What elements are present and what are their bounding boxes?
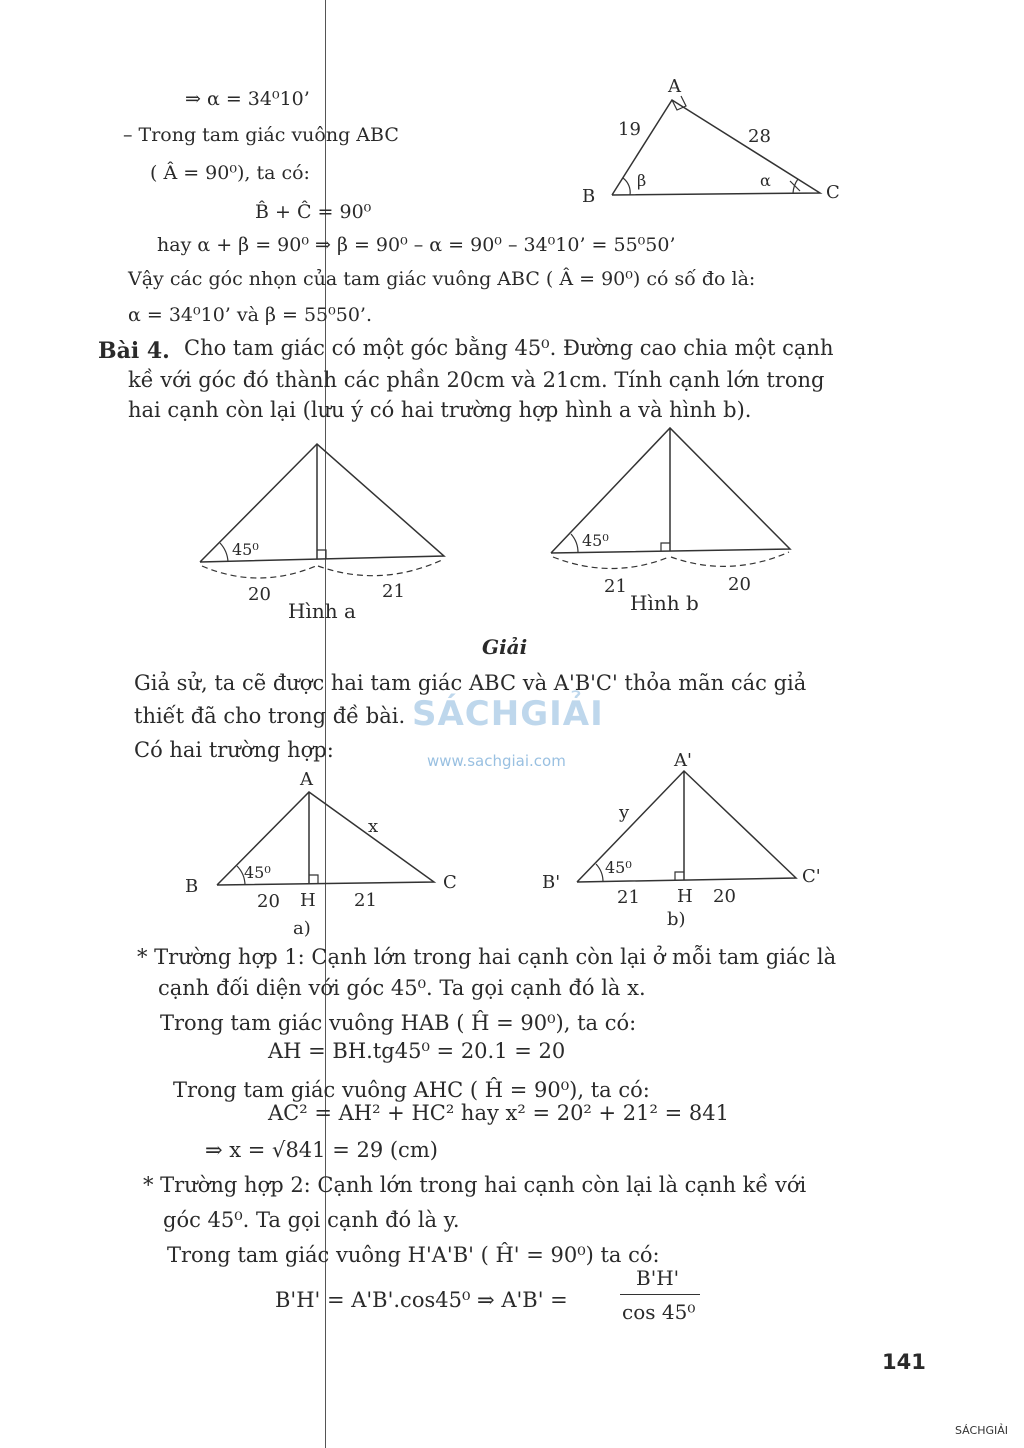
case2-line-2: góc 45⁰. Ta gọi cạnh đó là y. [163,1208,460,1232]
hinh-b-20: 20 [728,574,751,595]
exercise-line-1: Cho tam giác có một góc bằng 45⁰. Đường cao chia một cạnh [184,336,834,360]
sol-line-2: thiết đã cho trong đề bài. [134,704,406,728]
fig2a-21: 21 [354,890,377,911]
fig2b-20: 20 [713,886,736,907]
fig2b-caption: b) [667,909,686,930]
case1-line-3: Trong tam giác vuông HAB ( Ĥ = 90⁰), ta có: [160,1011,637,1035]
fig2b-label-c: C' [802,866,821,887]
fig1-label-c: C [826,182,840,203]
case1-line-4: AH = BH.tg45⁰ = 20.1 = 20 [268,1039,566,1063]
exercise-line-2: kề với góc đó thành các phần 20cm và 21cm. Tính cạnh lớn trong [128,368,825,392]
page-number: 141 [882,1350,926,1374]
fig1-side-28: 28 [748,126,771,147]
case1-line-7: ⇒ x = √841 = 29 (cm) [205,1138,438,1162]
fig1-label-b: B [582,186,596,207]
case1-line-5: Trong tam giác vuông AHC ( Ĥ = 90⁰), ta có: [173,1078,650,1102]
fig2a-label-h: H [300,890,316,911]
fig1-alpha: α [760,171,771,190]
sol-line-1: Giả sử, ta cẽ được hai tam giác ABC và A'B'C' thỏa mãn các giả [134,671,807,695]
fig2a-angle: 45⁰ [244,863,271,882]
exercise-line-3: hai cạnh còn lại (lưu ý có hai trường hợp hình a và hình b). [128,398,752,422]
fig2a-label-x: x [368,816,379,837]
fig1-label-a: A [668,76,681,97]
fraction-numerator: B'H' [636,1266,680,1290]
watermark-url: www.sachgiai.com [427,752,566,770]
hinh-a-21: 21 [382,581,405,602]
fig2b-label-h: H [677,886,693,907]
case2-line-3: Trong tam giác vuông H'A'B' ( Ĥ' = 90⁰) ta có: [167,1243,660,1267]
hinh-b-angle: 45⁰ [582,531,609,550]
fig2b-label-y: y [619,802,630,823]
case2-line-4: B'H' = A'B'.cos45⁰ ⇒ A'B' = [275,1288,568,1312]
fig2a-label-b: B [185,876,199,897]
fig2a-caption: a) [293,918,311,939]
hinh-a-angle: 45⁰ [232,540,259,559]
corner-logo: SÁCHGIẢI [955,1424,1009,1437]
case1-line-1: * Trường hợp 1: Cạnh lớn trong hai cạnh còn lại ở mỗi tam giác là [137,945,837,969]
fig2b-label-b: B' [542,872,561,893]
fig2b-21: 21 [617,887,640,908]
line-1: ⇒ α = 34⁰10’ [185,88,310,110]
sol-line-3: Có hai trường hợp: [134,738,334,762]
line-5: hay α + β = 90⁰ ⇒ β = 90⁰ – α = 90⁰ – 34⁰10’ = 55⁰50’ [157,234,676,256]
case1-line-6: AC² = AH² + HC² hay x² = 20² + 21² = 841 [268,1101,729,1125]
line-2: – Trong tam giác vuông ABC [123,124,399,146]
line-4: B̂ + Ĉ = 90⁰ [255,201,372,223]
case2-line-1: * Trường hợp 2: Cạnh lớn trong hai cạnh còn lại là cạnh kề với [143,1173,807,1197]
case1-line-2: cạnh đối diện với góc 45⁰. Ta gọi cạnh đó là x. [158,976,646,1000]
hinh-b-21: 21 [604,576,627,597]
hinh-a-20: 20 [248,584,271,605]
solution-heading: Giải [482,635,528,659]
fig2a-label-c: C [443,872,457,893]
fig1-side-19: 19 [618,119,641,140]
fig2b-angle: 45⁰ [605,858,632,877]
hinh-a-caption: Hình a [288,599,356,623]
watermark-logo: SÁCHGIẢI [412,694,604,734]
fig2b-label-a: A' [674,750,692,771]
hinh-b-caption: Hình b [630,591,699,615]
fig1-beta: β [637,171,647,190]
line-7: α = 34⁰10’ và β = 55⁰50’. [128,304,373,326]
exercise-label: Bài 4. [98,338,170,364]
fig2a-label-a: A [300,769,313,790]
line-6: Vậy các góc nhọn của tam giác vuông ABC ( Â = 90⁰) có số đo là: [128,268,756,290]
fraction-denominator: cos 45⁰ [622,1300,696,1324]
fig2a-20: 20 [257,891,280,912]
line-3: ( Â = 90⁰), ta có: [150,162,310,184]
